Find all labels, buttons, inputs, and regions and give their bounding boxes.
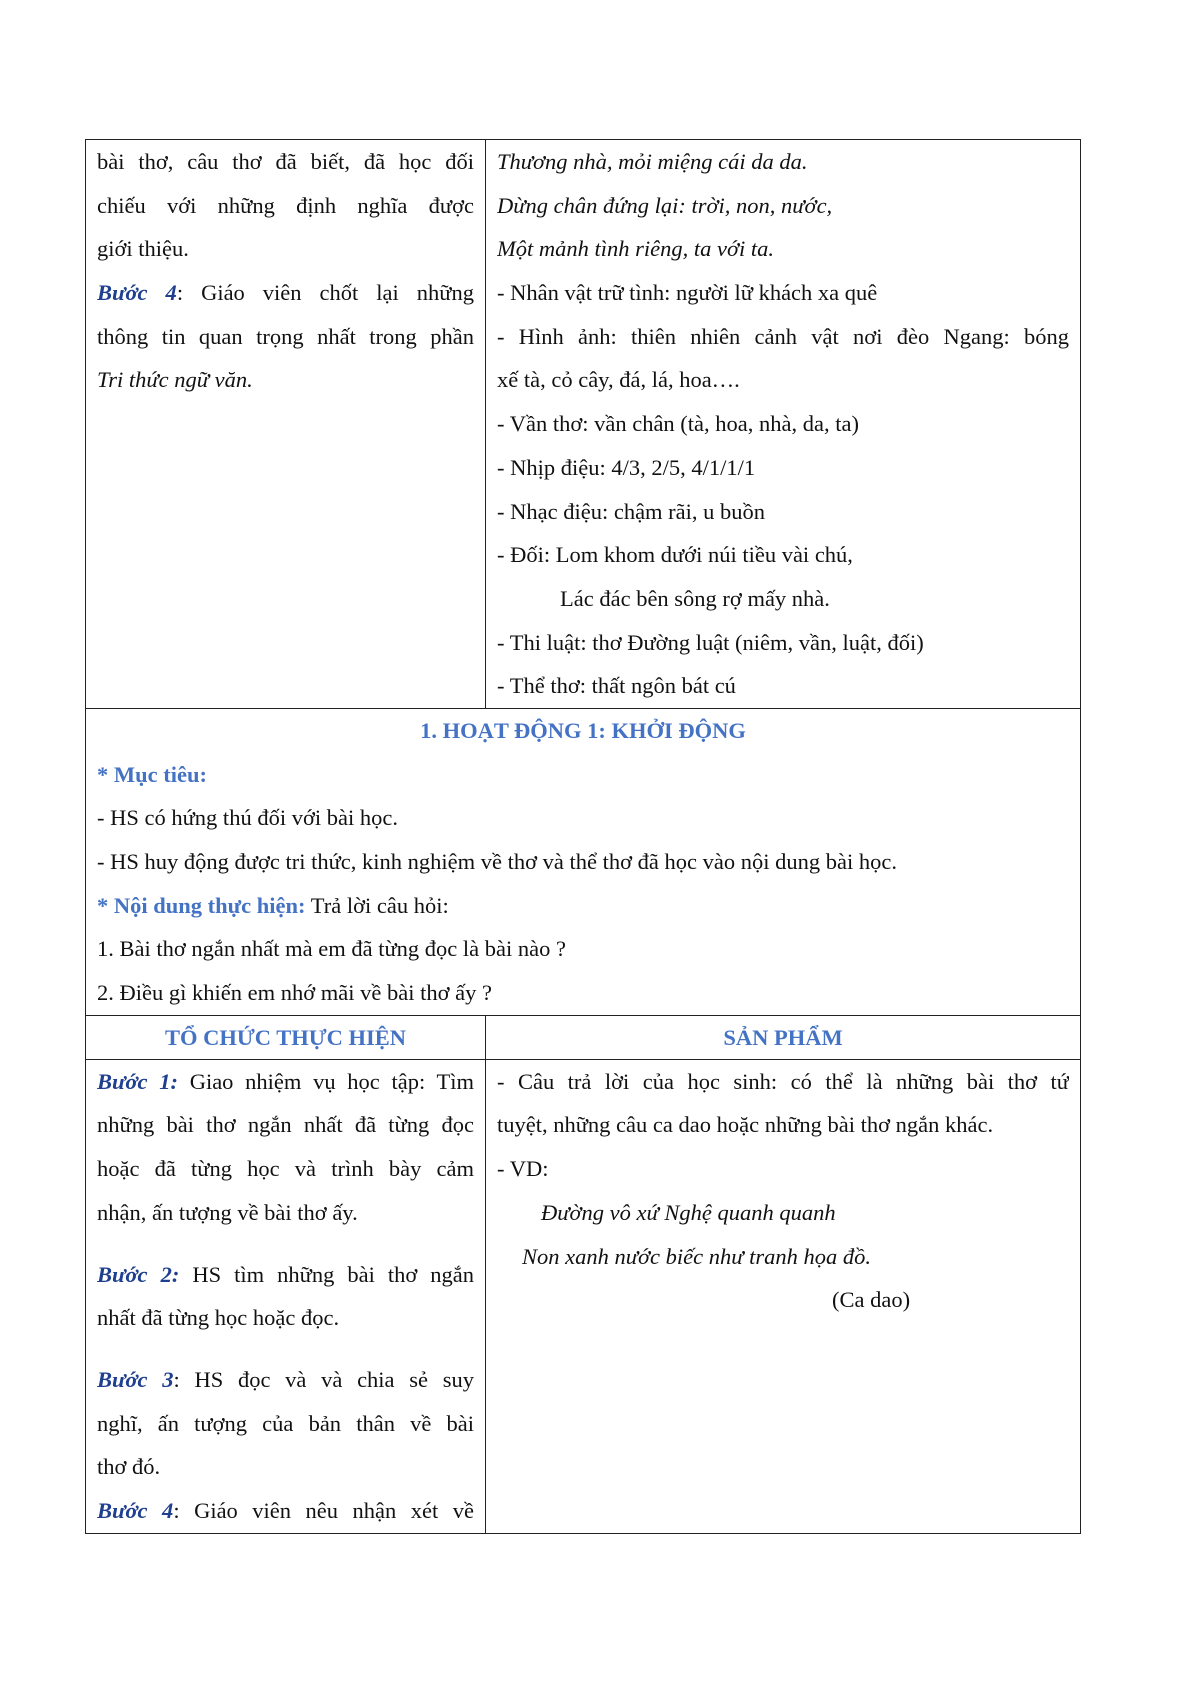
content-line bbox=[97, 884, 1069, 928]
step-2-label: Bước 2: bbox=[97, 1261, 180, 1287]
poem-line: Đường vô xứ Nghệ quanh quanh bbox=[541, 1199, 836, 1225]
text-line: hoặc đã từng học và trình bày cảm bbox=[97, 1156, 474, 1182]
step-1-line bbox=[97, 1060, 474, 1104]
poem-line: Thương nhà, mỏi miệng cái da da. bbox=[497, 149, 808, 174]
text-line: thơ đó. bbox=[97, 1454, 161, 1480]
header-procedure-label: TỔ CHỨC THỰC HIỆN bbox=[164, 1024, 407, 1050]
step-4-line bbox=[97, 1489, 474, 1533]
answer-line: tuyệt, những câu ca dao hoặc những bài thơ ngắn khác. bbox=[497, 1112, 994, 1138]
product-cell-top bbox=[486, 140, 1081, 709]
analysis-item: - Hình ảnh: thiên nhiên cảnh vật nơi đèo Ngang: bóng bbox=[497, 323, 1069, 349]
product-cell bbox=[486, 1059, 1081, 1533]
text-line: nhất đã từng học hoặc đọc. bbox=[97, 1305, 340, 1331]
example-label: - VD: bbox=[497, 1156, 549, 1182]
objective-item: - HS có hứng thú đối với bài học. bbox=[97, 805, 398, 831]
text-line: nhận, ấn tượng về bài thơ ấy. bbox=[97, 1199, 358, 1225]
text-line: Tri thức ngữ văn. bbox=[97, 367, 253, 393]
content-label: * Nội dung thực hiện: bbox=[97, 892, 306, 918]
step-2-text: HS tìm những bài thơ ngắn bbox=[179, 1261, 474, 1287]
step-4-label: Bước 4 bbox=[97, 280, 177, 306]
analysis-item: - Nhạc điệu: chậm rãi, u buồn bbox=[497, 498, 766, 524]
text-line: bài thơ, câu thơ đã biết, đã học đối bbox=[97, 149, 474, 174]
analysis-item: Lác đác bên sông rợ mấy nhà. bbox=[560, 585, 830, 611]
text-line: chiếu với những định nghĩa được bbox=[97, 192, 474, 218]
analysis-item: - Nhân vật trữ tình: người lữ khách xa quê bbox=[497, 280, 878, 306]
analysis-item: - Thi luật: thơ Đường luật (niêm, vần, luật, đối) bbox=[497, 629, 924, 655]
spacer bbox=[97, 1340, 474, 1358]
step-4-line bbox=[97, 271, 474, 315]
text-line: những bài thơ ngắn nhất đã từng đọc bbox=[97, 1112, 474, 1138]
lesson-table bbox=[85, 139, 1081, 1534]
answer-line: - Câu trả lời của học sinh: có thể là những bài thơ tứ bbox=[497, 1068, 1069, 1094]
poem-line: Dừng chân đứng lại: trời, non, nước, bbox=[497, 192, 833, 218]
question-item: 2. Điều gì khiến em nhớ mãi về bài thơ ấy ? bbox=[97, 980, 492, 1006]
procedure-cell bbox=[86, 1059, 486, 1533]
steps-row bbox=[86, 1059, 1081, 1533]
header-product-label: SẢN PHẨM bbox=[723, 1024, 843, 1050]
activity-cell bbox=[86, 708, 1081, 1015]
question-item: 1. Bài thơ ngắn nhất mà em đã từng đọc là bài nào ? bbox=[97, 936, 566, 962]
step-3-label: Bước 3 bbox=[97, 1366, 174, 1392]
continuation-row bbox=[86, 140, 1081, 709]
step-4-label: Bước 4 bbox=[97, 1497, 174, 1523]
poem-line: Một mảnh tình riêng, ta với ta. bbox=[497, 236, 774, 262]
analysis-item: - Vần thơ: vần chân (tà, hoa, nhà, da, ta) bbox=[497, 411, 859, 437]
text-line: giới thiệu. bbox=[97, 236, 189, 262]
activity-row bbox=[86, 708, 1081, 1015]
activity-title: 1. HOẠT ĐỘNG 1: KHỞI ĐỘNG bbox=[420, 717, 746, 743]
step-1-text: Giao nhiệm vụ học tập: Tìm bbox=[178, 1068, 474, 1094]
content-text: Trả lời câu hỏi: bbox=[305, 892, 449, 918]
poem-source: (Ca dao) bbox=[832, 1287, 911, 1313]
header-row bbox=[86, 1015, 1081, 1059]
step-3-line bbox=[97, 1358, 474, 1402]
text-line: thông tin quan trọng nhất trong phần bbox=[97, 323, 474, 349]
header-procedure bbox=[86, 1015, 486, 1059]
text-line: nghĩ, ấn tượng của bản thân về bài bbox=[97, 1410, 474, 1436]
analysis-item: xế tà, cỏ cây, đá, lá, hoa…. bbox=[497, 367, 740, 393]
analysis-item: - Thể thơ: thất ngôn bát cú bbox=[497, 673, 736, 699]
procedure-cell-top bbox=[86, 140, 486, 709]
step-2-line bbox=[97, 1253, 474, 1297]
objective-item: - HS huy động được tri thức, kinh nghiệm về thơ và thể thơ đã học vào nội dung bài học. bbox=[97, 849, 897, 874]
step-3-text: : HS đọc và và chia sẻ suy bbox=[173, 1366, 474, 1392]
objective-label: * Mục tiêu: bbox=[97, 761, 207, 787]
analysis-item: - Đối: Lom khom dưới núi tiều vài chú, bbox=[497, 542, 853, 568]
step-4-text: : Giáo viên chốt lại những bbox=[176, 280, 474, 306]
poem-line: Non xanh nước biếc như tranh họa đồ. bbox=[522, 1243, 872, 1269]
spacer bbox=[97, 1235, 474, 1253]
step-4-text: : Giáo viên nêu nhận xét về bbox=[173, 1497, 474, 1523]
analysis-item: - Nhịp điệu: 4/3, 2/5, 4/1/1/1 bbox=[497, 454, 756, 480]
step-1-label: Bước 1: bbox=[97, 1068, 178, 1094]
header-product bbox=[486, 1015, 1081, 1059]
